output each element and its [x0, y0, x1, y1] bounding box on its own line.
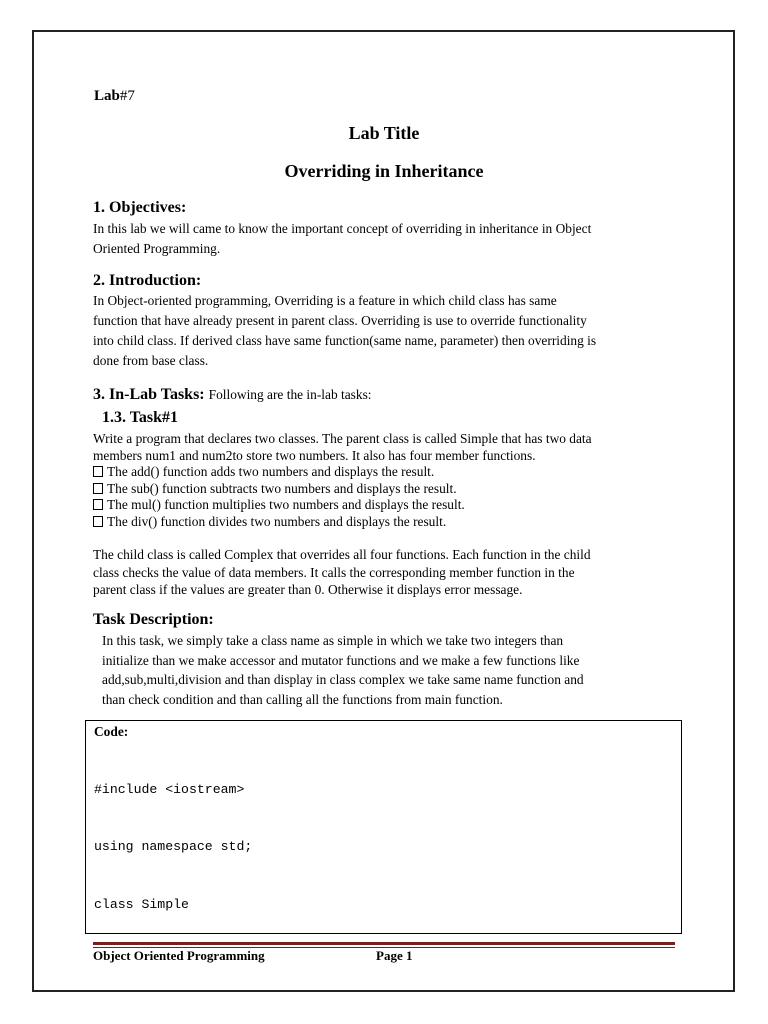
bullet-text: The sub() function subtracts two numbers and displays the result. — [107, 480, 457, 496]
child-line: class checks the value of data members. It calls the corresponding member function in the — [93, 564, 575, 580]
inlab-heading-text: 3. In-Lab Tasks: — [93, 386, 205, 403]
bullet-item — [93, 464, 683, 481]
introduction-line: In Object-oriented programming, Overriding is a feature in which child class has same — [93, 293, 557, 308]
task-description-line: than check condition and than calling all the functions from main function. — [102, 691, 503, 707]
footer-course: Object Oriented Programming — [93, 948, 265, 963]
bullet-item — [93, 514, 683, 531]
task-line: Write a program that declares two classes. The parent class is called Simple that has two data — [93, 431, 592, 446]
objectives-line: Oriented Programming. — [93, 241, 221, 256]
bullet-text: The div() function divides two numbers and displays the result. — [107, 513, 447, 529]
child-class-text — [93, 546, 683, 599]
introduction-heading: 2. Introduction: — [93, 272, 202, 289]
lab-label: Lab — [94, 88, 120, 104]
bullet-item — [93, 497, 683, 514]
code-line: class Simple — [94, 897, 189, 913]
lab-number — [94, 88, 135, 105]
objectives-heading: 1. Objectives: — [93, 199, 187, 216]
checkbox-icon — [93, 516, 103, 527]
introduction-text — [93, 291, 683, 371]
checkbox-icon — [93, 499, 103, 510]
lab-title: Lab Title — [348, 123, 420, 143]
introduction-line: into child class. If derived class have same function(same name, parameter) then overriding is — [93, 333, 597, 348]
task-description-line: add,sub,multi,division and than display in class complex we take same name function and — [102, 672, 584, 687]
introduction-line: done from base class. — [93, 353, 209, 368]
code-block — [94, 741, 316, 934]
checkbox-icon — [93, 466, 103, 477]
objectives-text — [93, 219, 683, 259]
lab-num: #7 — [119, 88, 135, 104]
task-line: members num1 and num2to store two numbers. It also has four member functions. — [93, 447, 536, 463]
bullet-text: The add() function adds two numbers and displays the result. — [107, 464, 435, 479]
child-line: parent class if the values are greater than 0. Otherwise it displays error message. — [93, 582, 523, 597]
introduction-line: function that have already present in parent class. Overriding is use to override functionality — [93, 313, 587, 328]
checkbox-icon — [93, 483, 103, 494]
objectives-line: In this lab we will came to know the important concept of overriding in inheritance in Object — [93, 221, 592, 236]
task-heading: 1.3. Task#1 — [102, 409, 179, 426]
code-line: #include <iostream> — [94, 781, 245, 797]
bullet-text: The mul() function multiplies two numbers and displays the result. — [107, 497, 465, 512]
task-description-line: In this task, we simply take a class name as simple in which we take two integers than — [102, 633, 564, 648]
code-box — [85, 720, 682, 934]
task-description-heading: Task Description: — [93, 611, 214, 628]
child-line: The child class is called Complex that overrides all four functions. Each function in the child — [93, 547, 591, 562]
task-description-text — [102, 631, 692, 709]
inlab-intro: Following are the in-lab tasks: — [208, 387, 372, 402]
task-description-line: initialize than we make accessor and mutator functions and we make a few functions like — [102, 652, 580, 668]
code-line: using namespace std; — [94, 839, 253, 855]
inlab-heading — [93, 386, 372, 404]
code-label: Code: — [94, 724, 129, 739]
footer-rule — [93, 942, 675, 945]
bullet-item — [93, 481, 683, 498]
task-text — [93, 431, 683, 530]
footer-page-number: Page 1 — [376, 948, 413, 963]
lab-subtitle: Overriding in Inheritance — [284, 161, 484, 181]
